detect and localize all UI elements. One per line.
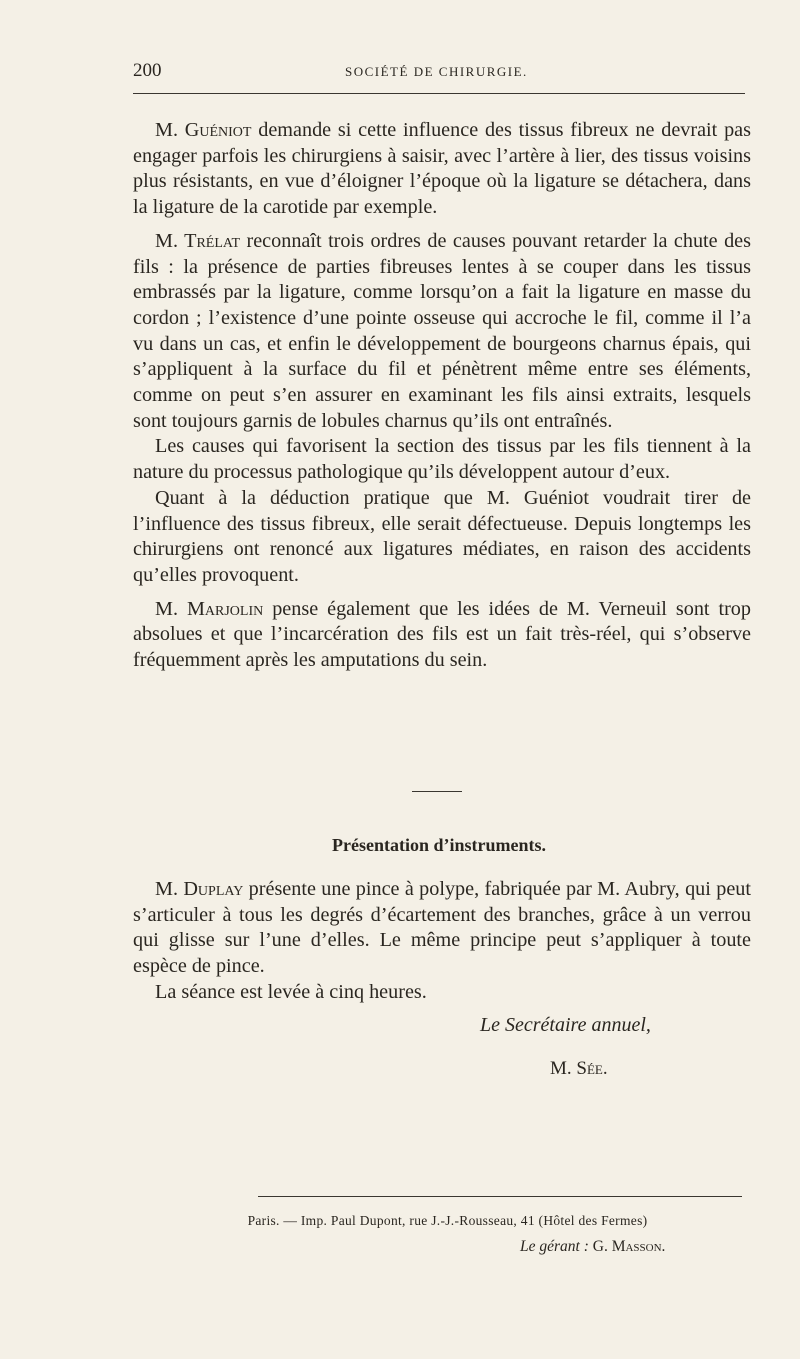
discussion-text [133,118,751,674]
speaker-name: M. Duplay [155,878,244,900]
section-divider [412,791,462,792]
speaker-name: M. Guéniot [155,119,252,141]
paragraph-text: demande si cette influence des tissus fibreux ne devrait pas engager parfois les chirurgiens à saisir, avec l’artère à lier, des tissus voisins plus résistants, en vue d’éloigner l’époque où la ligature se détachera, dans la ligature de la carotide par exemple. [133,119,751,219]
manager-role: Le gérant : [520,1238,589,1255]
paragraph-marjolin [133,597,751,674]
paragraph-duplay [133,877,751,980]
paragraph-deduction: Quant à la déduction pratique que M. Guéniot voudrait tirer de l’influence des tissus fibreux, elle serait défectueuse. Depuis longtemps les chirurgiens ont renoncé aux ligatures médiates, en raison des accidents qu’elles provoquent. [133,486,751,586]
page-number: 200 [133,60,162,81]
signature-name: M. Sée. [550,1058,608,1079]
section-text [133,877,751,1006]
paragraph-closing: La séance est levée à cinq heures. [155,980,427,1003]
header-rule [133,93,745,94]
paragraph-causes: Les causes qui favorisent la section des tissus par les fils tiennent à la nature du processus pathologique qu’ils développent autour d’eux. [133,435,751,484]
footer-rule [258,1196,742,1197]
paragraph-trelat [133,229,751,435]
paragraph-text: reconnaît trois ordres de causes pouvant retarder la chute des fils : la présence de parties fibreuses lentes à se couper dans les tissus embrassés par la ligature, comme lorsqu’on a fait la ligature en masse du cordon ; l’existence d’une pointe osseuse qui accroche le fil, comme il l’a vu dans un cas, et enfin le développement de bourgeons charnus épais, qui s’appliquent à la surface du fil et pénètrent même entre ses éléments, comme on peut s’en assurer en examinant les fils ainsi extraits, lesquels sont toujours garnis de lobules charnus qu’ils ont entraînés. [133,229,751,432]
paragraph-text: présente une pince à polype, fabriquée par M. Aubry, qui peut s’articuler à tous les degrés d’écartement des branches, grâce à un verrou qui glisse sur l’une d’elles. Le même principe peut s’appliquer à toute espèce de pince. [133,878,751,978]
manager-name: G. Masson. [592,1238,666,1255]
running-head: SOCIÉTÉ DE CHIRURGIE. [345,64,528,79]
printer-imprint: Paris. — Imp. Paul Dupont, rue J.-J.-Rousseau, 41 (Hôtel des Fermes) [247,1213,648,1228]
speaker-name: M. Marjolin [155,597,264,620]
manager-line [520,1238,665,1256]
signature-title: Le Secrétaire annuel, [480,1014,651,1036]
paragraph-gueniot [133,118,751,221]
page-header [133,60,745,86]
section-heading: Présentation d’instruments. [332,835,546,855]
paragraph-text: pense également que les idées de M. Verneuil sont trop absolues et que l’incarcération des fils est un fait très-réel, qui s’observe fréquemment après les amputations du sein. [133,597,751,672]
speaker-name: M. Trélat [155,229,240,252]
